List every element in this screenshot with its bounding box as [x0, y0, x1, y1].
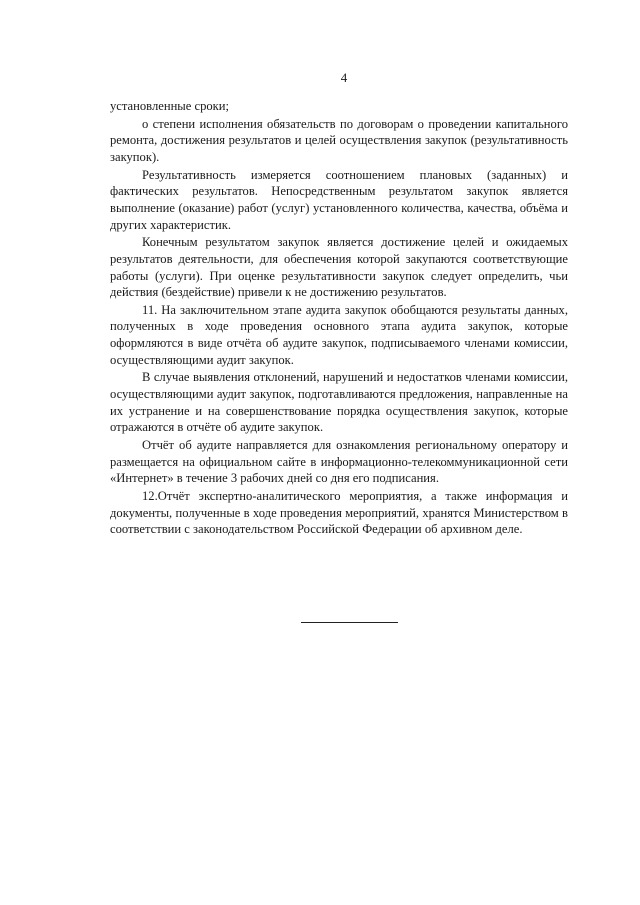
- paragraph-report-publication: Отчёт об аудите направляется для ознакомления региональному оператору и размещается на официальном сайте в информационно-телекоммуникационной сети «Интернет» в течение 3 рабочих дней со дня его подписания.: [110, 438, 568, 486]
- page-number: 4: [340, 70, 348, 85]
- paragraph-clause-11: 11. На заключительном этапе аудита закупок обобщаются результаты данных, полученных в ходе проведения основного этапа аудита закупок, которые оформляются в виде отчёта об аудите закупок, подписываемого членами комиссии, осуществляющими аудит закупок.: [110, 302, 568, 367]
- paragraph-deviations: В случае выявления отклонений, нарушений и недостатков членами комиссии, осуществляющими аудит закупок, подготавливаются предложения, направленные на их устранение и на совершенствование порядка осуществления закупок, которые отражаются в отчёте об аудите закупок.: [110, 370, 568, 435]
- end-separator-line: [301, 622, 398, 623]
- paragraph-final-result: Конечным результатом закупок является достижение целей и ожидаемых результатов деятельности, для обеспечения которой закупаются соответствующие работы (услуги). При оценке результативности закупок следует определить, чьи действия (бездействие) привели к не достижению результатов.: [110, 235, 568, 300]
- paragraph-effectiveness: Результативность измеряется соотношением плановых (заданных) и фактических результатов. Непосредственным результатом закупок является выполнение (оказание) работ (услуг) установленного количества, качества, объёма и других характеристик.: [110, 167, 568, 232]
- document-body: [110, 98, 568, 539]
- paragraph-obligations: о степени исполнения обязательств по договорам о проведении капитального ремонта, достижения результатов и целей осуществления закупок (результативность закупок).: [110, 116, 568, 164]
- paragraph-deadlines: установленные сроки;: [110, 99, 230, 113]
- paragraph-clause-12: 12.Отчёт экспертно-аналитического мероприятия, а также информация и документы, полученные в ходе проведения мероприятий, хранятся Министерством в соответствии с законодательством Российской Федерации об архивном деле.: [110, 488, 568, 537]
